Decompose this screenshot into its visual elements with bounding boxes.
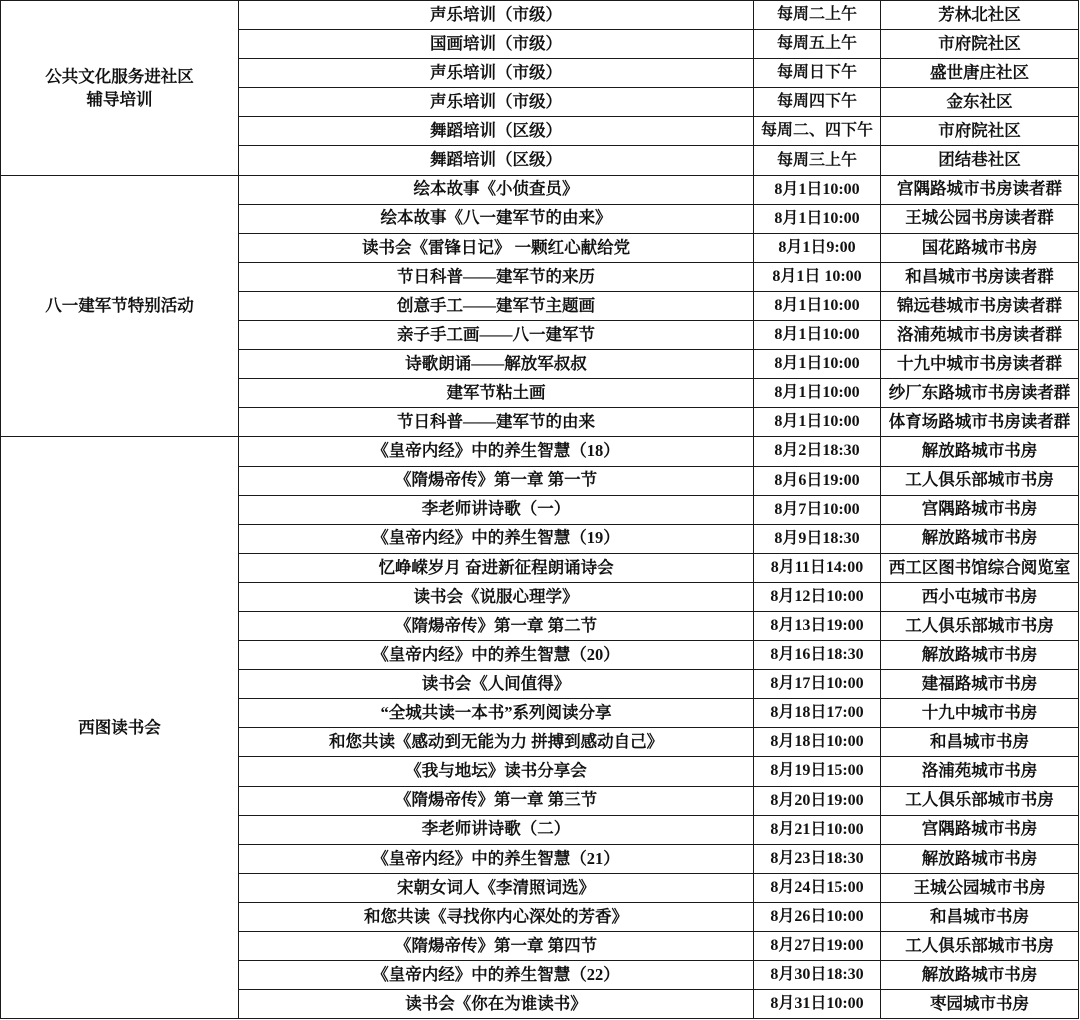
time-cell: 8月1日10:00 xyxy=(754,204,881,233)
activity-cell: 李老师讲诗歌（二） xyxy=(239,815,754,844)
location-cell: 十九中城市书房 xyxy=(881,699,1079,728)
location-cell: 和昌城市书房读者群 xyxy=(881,262,1079,291)
section-title-line: 西图读书会 xyxy=(78,718,161,738)
activity-cell: 和您共读《寻找你内心深处的芳香》 xyxy=(239,902,754,931)
location-cell: 团结巷社区 xyxy=(881,146,1079,175)
time-cell: 8月1日9:00 xyxy=(754,233,881,262)
activity-cell: 李老师讲诗歌（一） xyxy=(239,495,754,524)
activity-cell: 建军节粘土画 xyxy=(239,379,754,408)
location-cell: 和昌城市书房 xyxy=(881,728,1079,757)
location-cell: 锦远巷城市书房读者群 xyxy=(881,291,1079,320)
time-cell: 每周三上午 xyxy=(754,146,881,175)
activity-cell: 忆峥嵘岁月 奋进新征程朗诵诗会 xyxy=(239,553,754,582)
time-cell: 8月1日10:00 xyxy=(754,175,881,204)
location-cell: 洛浦苑城市书房 xyxy=(881,757,1079,786)
time-cell: 8月21日10:00 xyxy=(754,815,881,844)
time-cell: 每周二、四下午 xyxy=(754,117,881,146)
location-cell: 西工区图书馆综合阅览室 xyxy=(881,553,1079,582)
time-cell: 8月7日10:00 xyxy=(754,495,881,524)
location-cell: 市府院社区 xyxy=(881,30,1079,59)
time-cell: 每周五上午 xyxy=(754,30,881,59)
time-cell: 8月1日10:00 xyxy=(754,408,881,437)
location-cell: 金东社区 xyxy=(881,88,1079,117)
time-cell: 8月1日10:00 xyxy=(754,379,881,408)
time-cell: 8月24日15:00 xyxy=(754,873,881,902)
activity-cell: “全城共读一本书”系列阅读分享 xyxy=(239,699,754,728)
activity-cell: 读书会《人间值得》 xyxy=(239,670,754,699)
activity-cell: 读书会《雷锋日记》 一颗红心献给党 xyxy=(239,233,754,262)
time-cell: 8月13日19:00 xyxy=(754,611,881,640)
activity-cell: 亲子手工画——八一建军节 xyxy=(239,321,754,350)
location-cell: 国花路城市书房 xyxy=(881,233,1079,262)
activity-cell: 和您共读《感动到无能为力 拼搏到感动自己》 xyxy=(239,728,754,757)
location-cell: 纱厂东路城市书房读者群 xyxy=(881,379,1079,408)
time-cell: 8月18日17:00 xyxy=(754,699,881,728)
location-cell: 工人俱乐部城市书房 xyxy=(881,466,1079,495)
time-cell: 8月19日15:00 xyxy=(754,757,881,786)
activity-cell: 声乐培训（市级） xyxy=(239,88,754,117)
time-cell: 8月23日18:30 xyxy=(754,844,881,873)
schedule-table-body xyxy=(1,1,1079,1019)
time-cell: 8月31日10:00 xyxy=(754,990,881,1019)
location-cell: 芳林北社区 xyxy=(881,1,1079,30)
location-cell: 工人俱乐部城市书房 xyxy=(881,932,1079,961)
time-cell: 8月2日18:30 xyxy=(754,437,881,466)
time-cell: 8月20日19:00 xyxy=(754,786,881,815)
location-cell: 建福路城市书房 xyxy=(881,670,1079,699)
section-title-cell xyxy=(1,437,239,1019)
activity-cell: 《隋煬帝传》第一章 第二节 xyxy=(239,611,754,640)
activity-cell: 宋朝女词人《李清照词选》 xyxy=(239,873,754,902)
time-cell: 8月6日19:00 xyxy=(754,466,881,495)
location-cell: 解放路城市书房 xyxy=(881,641,1079,670)
time-cell: 8月1日 10:00 xyxy=(754,262,881,291)
activity-cell: 《皇帝内经》中的养生智慧（20） xyxy=(239,641,754,670)
activity-cell: 创意手工——建军节主题画 xyxy=(239,291,754,320)
activity-cell: 绘本故事《八一建军节的由来》 xyxy=(239,204,754,233)
time-cell: 8月1日10:00 xyxy=(754,321,881,350)
time-cell: 每周二上午 xyxy=(754,1,881,30)
location-cell: 王城公园城市书房 xyxy=(881,873,1079,902)
activity-cell: 读书会《你在为谁读书》 xyxy=(239,990,754,1019)
activity-cell: 《皇帝内经》中的养生智慧（21） xyxy=(239,844,754,873)
time-cell: 8月1日10:00 xyxy=(754,350,881,379)
time-cell: 8月11日14:00 xyxy=(754,553,881,582)
time-cell: 每周日下午 xyxy=(754,59,881,88)
location-cell: 工人俱乐部城市书房 xyxy=(881,611,1079,640)
location-cell: 解放路城市书房 xyxy=(881,437,1079,466)
section-title-line: 八一建军节特别活动 xyxy=(45,296,194,316)
location-cell: 盛世唐庄社区 xyxy=(881,59,1079,88)
time-cell: 8月27日19:00 xyxy=(754,932,881,961)
activity-cell: 节日科普——建军节的来历 xyxy=(239,262,754,291)
location-cell: 和昌城市书房 xyxy=(881,902,1079,931)
time-cell: 8月17日10:00 xyxy=(754,670,881,699)
location-cell: 王城公园书房读者群 xyxy=(881,204,1079,233)
activity-cell: 《隋煬帝传》第一章 第一节 xyxy=(239,466,754,495)
location-cell: 市府院社区 xyxy=(881,117,1079,146)
activity-cell: 《皇帝内经》中的养生智慧（18） xyxy=(239,437,754,466)
activity-cell: 节日科普——建军节的由来 xyxy=(239,408,754,437)
section-title-cell xyxy=(1,1,239,176)
activity-cell: 诗歌朗诵——解放军叔叔 xyxy=(239,350,754,379)
activity-cell: 舞蹈培训（区级） xyxy=(239,146,754,175)
table-row xyxy=(1,1,1079,30)
location-cell: 解放路城市书房 xyxy=(881,524,1079,553)
activity-cell: 《隋煬帝传》第一章 第四节 xyxy=(239,932,754,961)
time-cell: 8月18日10:00 xyxy=(754,728,881,757)
activity-cell: 读书会《说服心理学》 xyxy=(239,582,754,611)
activity-cell: 声乐培训（市级） xyxy=(239,59,754,88)
time-cell: 每周四下午 xyxy=(754,88,881,117)
location-cell: 十九中城市书房读者群 xyxy=(881,350,1079,379)
time-cell: 8月12日10:00 xyxy=(754,582,881,611)
location-cell: 枣园城市书房 xyxy=(881,990,1079,1019)
activity-cell: 国画培训（市级） xyxy=(239,30,754,59)
location-cell: 洛浦苑城市书房读者群 xyxy=(881,321,1079,350)
location-cell: 体育场路城市书房读者群 xyxy=(881,408,1079,437)
activity-cell: 《皇帝内经》中的养生智慧（22） xyxy=(239,961,754,990)
location-cell: 宫隅路城市书房 xyxy=(881,815,1079,844)
time-cell: 8月9日18:30 xyxy=(754,524,881,553)
table-row xyxy=(1,437,1079,466)
section-title-cell xyxy=(1,175,239,437)
activity-cell: 《我与地坛》读书分享会 xyxy=(239,757,754,786)
location-cell: 西小屯城市书房 xyxy=(881,582,1079,611)
time-cell: 8月1日10:00 xyxy=(754,291,881,320)
location-cell: 工人俱乐部城市书房 xyxy=(881,786,1079,815)
location-cell: 解放路城市书房 xyxy=(881,961,1079,990)
activity-cell: 舞蹈培训（区级） xyxy=(239,117,754,146)
time-cell: 8月30日18:30 xyxy=(754,961,881,990)
activity-cell: 绘本故事《小侦查员》 xyxy=(239,175,754,204)
location-cell: 宫隅路城市书房 xyxy=(881,495,1079,524)
activity-cell: 《皇帝内经》中的养生智慧（19） xyxy=(239,524,754,553)
section-title-line: 辅导培训 xyxy=(86,89,153,109)
section-title-line: 公共文化服务进社区 xyxy=(45,66,194,86)
activity-cell: 声乐培训（市级） xyxy=(239,1,754,30)
activity-cell: 《隋煬帝传》第一章 第三节 xyxy=(239,786,754,815)
location-cell: 宫隅路城市书房读者群 xyxy=(881,175,1079,204)
table-row xyxy=(1,175,1079,204)
time-cell: 8月16日18:30 xyxy=(754,641,881,670)
time-cell: 8月26日10:00 xyxy=(754,902,881,931)
location-cell: 解放路城市书房 xyxy=(881,844,1079,873)
